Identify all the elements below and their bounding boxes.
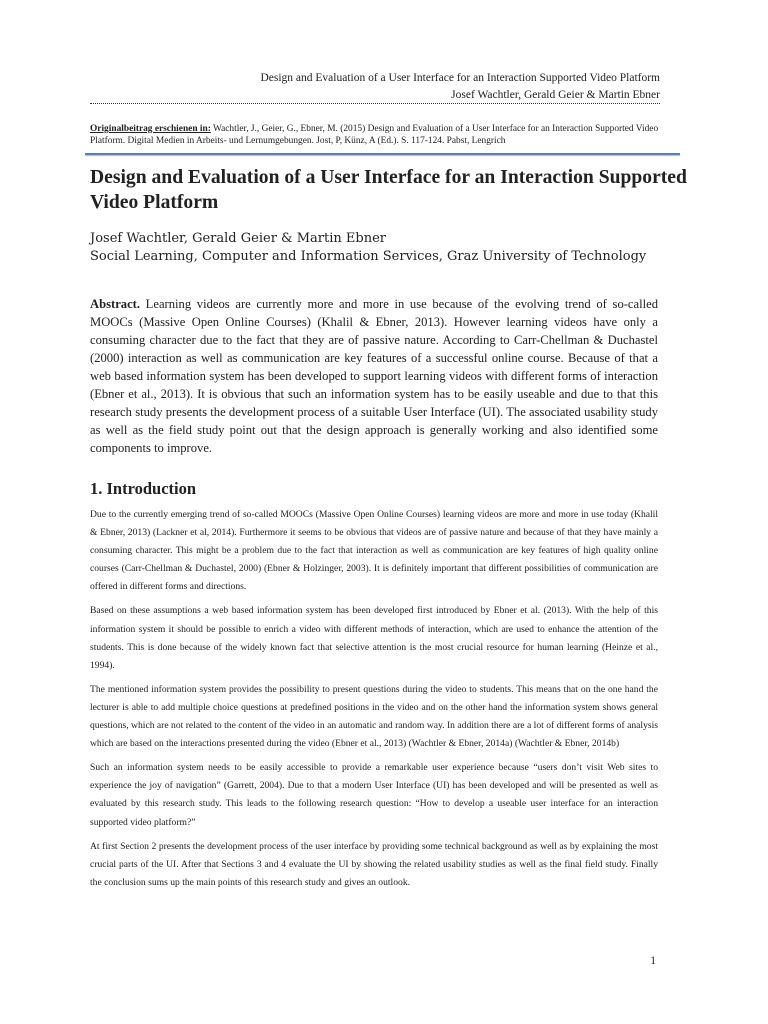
paragraph: At first Section 2 presents the development process of the user interface by providing some technical background as well as by explaining the most crucial parts of the UI. After that Sections 3 and 4 evaluate the UI by showing the related usability studies as well as the final field study. Finally the conclusion sums up the main points of this research study and gives an outlook. — [90, 840, 658, 888]
section-heading-introduction: 1. Introduction — [90, 479, 197, 498]
abstract — [90, 295, 658, 457]
page-number: 1 — [650, 955, 656, 967]
paragraph: Such an information system needs to be easily accessible to provide a remarkable user experience because “users don’t visit Web sites to experience the joy of navigation” (Garrett, 2004). Due to that a modern User Interface (UI) has been developed and will be presented as well as evaluated by this research study. This leads to the following research question: “How to develop a useable user interface for an interaction supported video platform?” — [90, 762, 658, 828]
introduction-body — [90, 506, 658, 898]
paper-title: Design and Evaluation of a User Interface for an Interaction Supported Video Platform — [90, 167, 687, 213]
paragraph: The mentioned information system provides the possibility to present questions during the video to students. This means that on the one hand the lecturer is able to add multiple choice questions at predefined positions in the video and on the other hand the information system shows general questions, which are not related to the content of the video in an automatic and random way. In addition there are a lot of different forms of analysis which are based on the interactions presented during the video (Ebner et al., 2013) (Wachtler & Ebner, 2014a) (Wachtler & Ebner, 2014b) — [90, 683, 658, 750]
abstract-text: Learning videos are currently more and more in use because of the evolving trend of so-called MOOCs (Massive Open Online Courses) (Khalil & Ebner, 2013). However learning videos have only a consuming character due to the fact that they are of passive nature. According to Carr-Chellman & Duchastel (2000) interaction as well as communication are key features of a successful online course. Because of that a web based information system has been developed to support learning videos with different forms of interaction (Ebner et al., 2013). It is obvious that such an information system has to be easily useable and due to that this research study presents the development process of a suitable User Interface (UI). The associated usability study as well as the field study point out that the design approach is generally working and also identified some components to improve. — [90, 297, 658, 455]
paragraph: Due to the currently emerging trend of so-called MOOCs (Massive Open Online Courses) learning videos are more and more in use today (Khalil & Ebner, 2013) (Lackner et al, 2014). Furthermore it seems to be obvious that videos are of passive nature and because of that they have mainly a consuming character. This might be a problem due to the fact that interaction as well as communication are key features of high quality online courses (Carr-Chellman & Duchastel, 2000) (Ebner & Holzinger, 2003). It is definitely important that different possibilities of communication are offered in different forms and directions. — [90, 509, 658, 593]
running-header-authors: Josef Wachtler, Gerald Geier & Martin Ebner — [90, 87, 660, 104]
title-divider — [85, 153, 680, 155]
source-note — [90, 123, 673, 147]
affiliation: Social Learning, Computer and Information Services, Graz University of Technology — [90, 249, 647, 264]
source-note-label: Originalbeitrag erschienen in: — [90, 124, 211, 134]
running-header-title: Design and Evaluation of a User Interface for an Interaction Supported Video Platform — [260, 72, 660, 84]
paragraph: Based on these assumptions a web based information system has been developed first introduced by Ebner et al. (2013). With the help of this information system it should be possible to enrich a video with different methods of interaction, which are used to enhance the attention of the students. This is done because of the widely known fact that selective attention is the most crucial resource for human learning (Heinze et al., 1994). — [90, 605, 658, 671]
source-note-text: Wachtler, J., Geier, G., Ebner, M. (2015) Design and Evaluation of a User Interface for an Interaction Supported Video Platform. Digital Medien in Arbeits- und Lernumgebungen. Jost, P, Künz, A (Ed.). S. 117-124. Pabst, Lengrich — [90, 124, 659, 146]
authors: Josef Wachtler, Gerald Geier & Martin Ebner — [90, 231, 386, 246]
running-header — [90, 70, 660, 104]
abstract-label: Abstract. — [90, 297, 141, 311]
